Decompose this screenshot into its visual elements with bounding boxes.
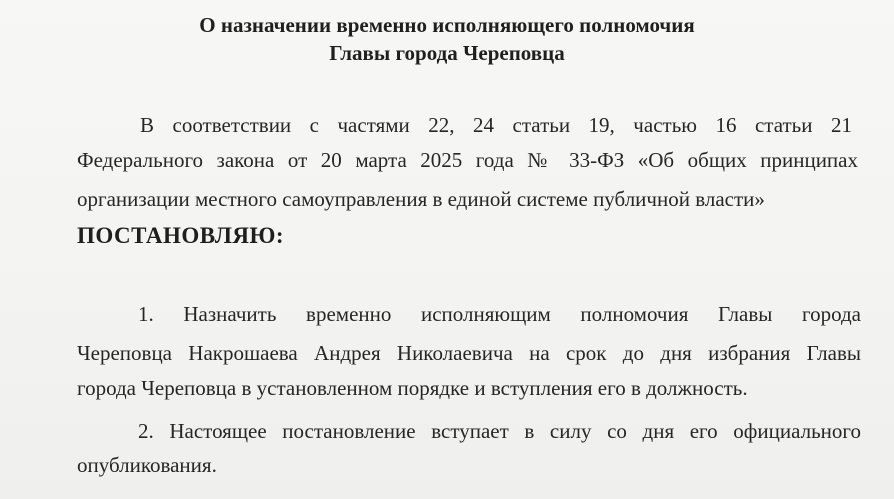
document-title-line-2: Главы города Череповца [329, 41, 565, 65]
item-1-line-2: Череповца Накрошаева Андрея Николаевича на срок до дня избрания Главы [77, 341, 861, 365]
preamble-line-3: организации местного самоуправления в единой системе публичной власти» [77, 187, 765, 211]
item-1-line-3: города Череповца в установленном порядке и вступления его в должность. [77, 376, 748, 400]
preamble-line-2: Федерального закона от 20 марта 2025 года № 33-ФЗ «Об общих принципах [77, 148, 858, 172]
preamble-line-1: В соответствии с частями 22, 24 статьи 19, частью 16 статьи 21 [140, 113, 852, 137]
document-title-line-1: О назначении временно исполняющего полномочия [199, 13, 695, 37]
decree-heading: ПОСТАНОВЛЯЮ: [77, 223, 285, 248]
item-1-line-1: 1. Назначить временно исполняющим полномочия Главы города [138, 302, 861, 326]
item-2-line-2: опубликования. [77, 453, 217, 477]
item-2-line-1: 2. Настоящее постановление вступает в силу со дня его официального [138, 419, 861, 443]
